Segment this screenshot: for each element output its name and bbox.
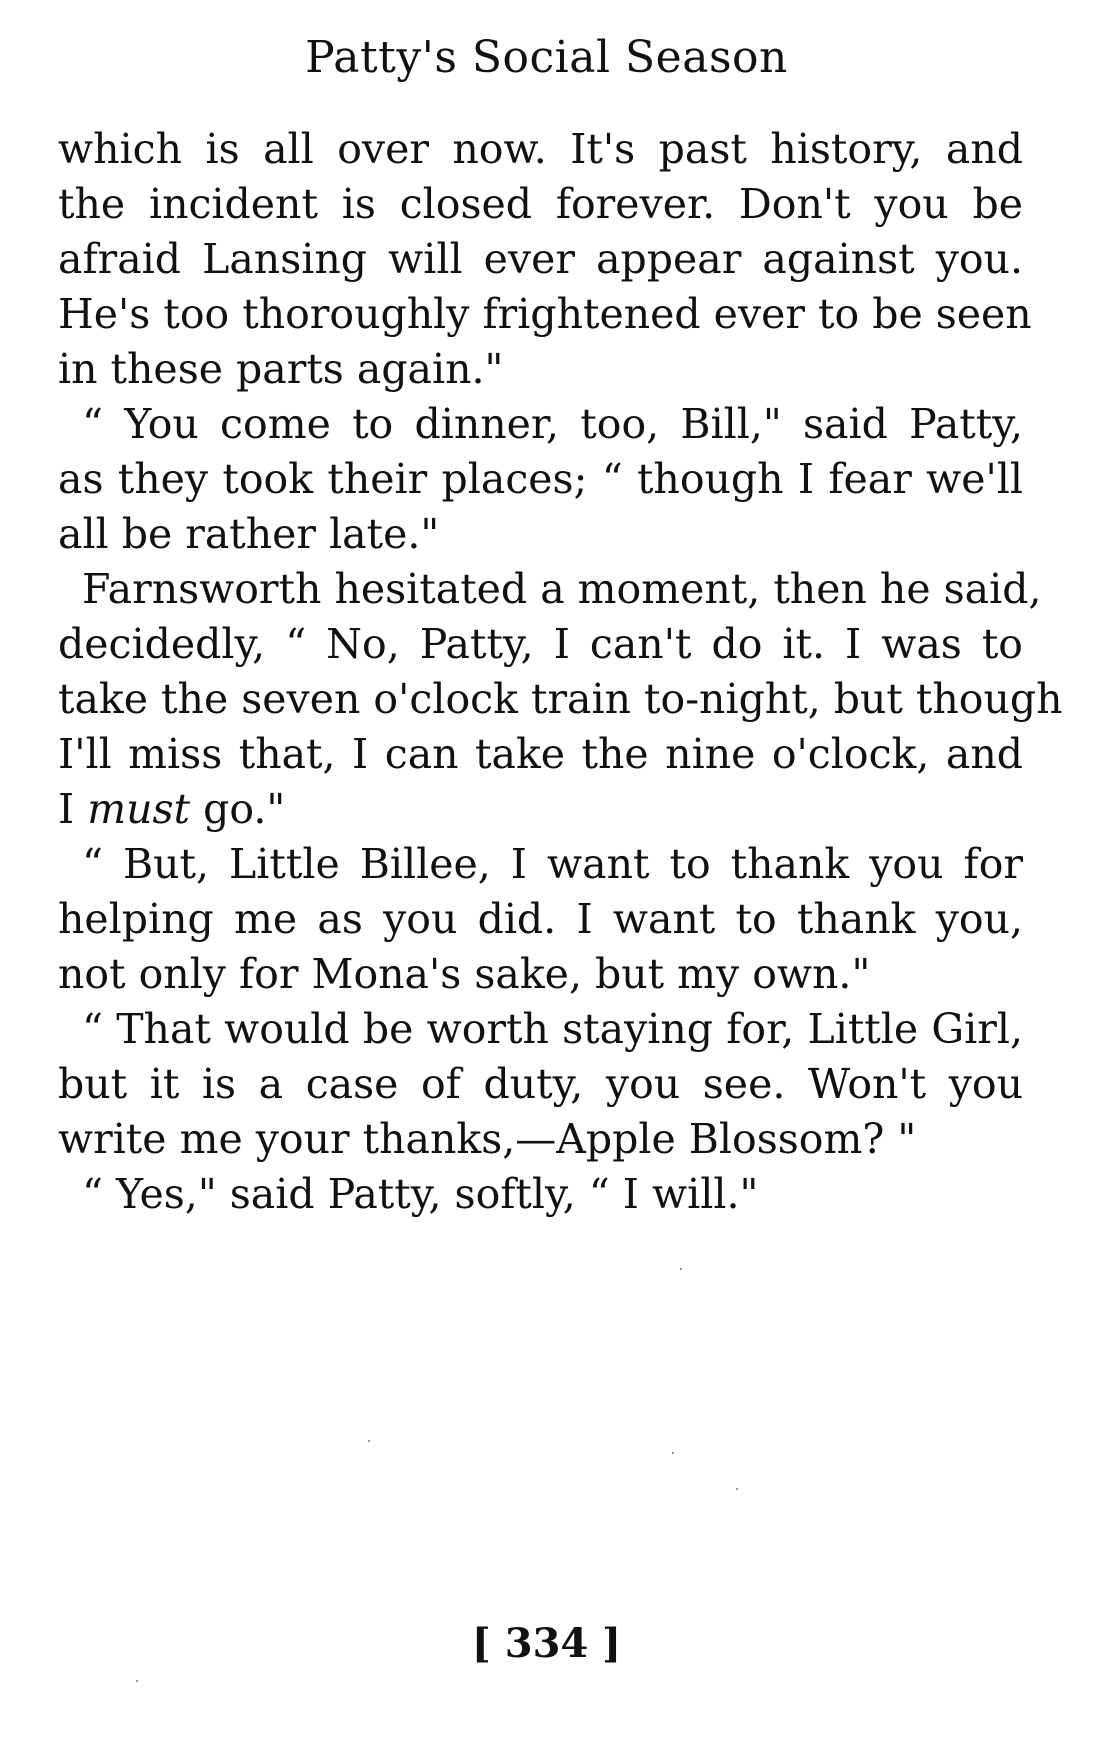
running-head: Patty's Social Season <box>305 32 788 83</box>
scan-speck <box>680 1268 682 1270</box>
text-line: but it is a case of duty, you see. Won't you <box>58 1060 1023 1108</box>
text-line: write me your thanks,—Apple Blossom? " <box>58 1115 917 1163</box>
text-line: I'll miss that, I can take the nine o'clock, and <box>58 730 1023 778</box>
text-line: “ That would be worth staying for, Little Girl, <box>82 1005 1023 1053</box>
text-line: “ You come to dinner, too, Bill," said Patty, <box>82 400 1023 448</box>
text-line: Farnsworth hesitated a moment, then he said, <box>82 565 1042 613</box>
scan-speck <box>736 1488 738 1490</box>
text-line: which is all over now. It's past history, and <box>58 125 1023 173</box>
text-line: in these parts again." <box>58 345 504 393</box>
text-line: “ Yes," said Patty, softly, “ I will." <box>82 1170 759 1218</box>
body-text <box>58 122 1063 1222</box>
text-line: not only for Mona's sake, but my own." <box>58 950 871 998</box>
text-fragment: go." <box>203 785 286 833</box>
text-line: He's too thoroughly frightened ever to be seen <box>58 290 1032 338</box>
text-line-with-emphasis <box>58 782 1023 837</box>
scan-speck <box>368 1440 370 1442</box>
scan-speck <box>136 1680 138 1682</box>
text-line: “ But, Little Billee, I want to thank you for <box>82 840 1023 888</box>
text-line: the incident is closed forever. Don't you be <box>58 180 1023 228</box>
text-line: afraid Lansing will ever appear against you. <box>58 235 1023 283</box>
emphasized-word: must <box>87 785 191 833</box>
text-line: as they took their places; “ though I fear we'll <box>58 455 1023 503</box>
page-number: [ 334 ] <box>471 1620 622 1667</box>
text-line: helping me as you did. I want to thank you, <box>58 895 1023 943</box>
text-line: decidedly, “ No, Patty, I can't do it. I was to <box>58 620 1023 668</box>
text-line: take the seven o'clock train to-night, but though <box>58 675 1063 723</box>
text-line: all be rather late." <box>58 510 440 558</box>
text-fragment: I <box>58 785 75 833</box>
scan-speck <box>672 1452 674 1454</box>
